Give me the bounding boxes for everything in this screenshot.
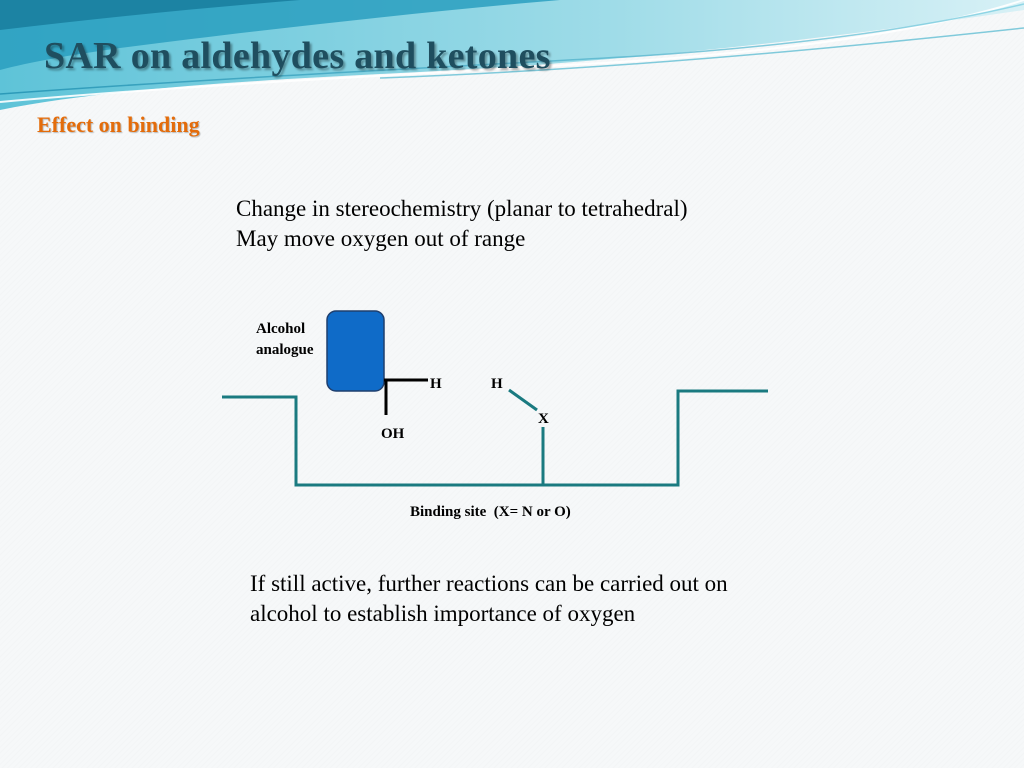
molecule-label-line2: analogue <box>256 342 314 358</box>
text-line: If still active, further reactions can be carried out on <box>250 571 728 596</box>
binding-site-caption: Binding site (X= N or O) <box>410 504 571 520</box>
molecule-body <box>327 311 384 391</box>
text-line: May move oxygen out of range <box>236 226 526 251</box>
molecule-label-line1: Alcohol <box>256 321 306 337</box>
x-label: X <box>538 411 549 427</box>
h-x-bond <box>509 390 537 410</box>
text-line: Change in stereochemistry (planar to tetrahedral) <box>236 196 688 221</box>
oh-label: OH <box>381 426 405 442</box>
binding-site-outline <box>222 391 768 485</box>
h-right-label: H <box>491 376 503 392</box>
h-left-label: H <box>430 376 442 392</box>
slide-title: SAR on aldehydes and ketones <box>44 35 551 77</box>
text-line: alcohol to establish importance of oxygen <box>250 601 636 626</box>
slide-subtitle: Effect on binding <box>37 112 200 137</box>
further-reactions-text <box>250 569 728 629</box>
